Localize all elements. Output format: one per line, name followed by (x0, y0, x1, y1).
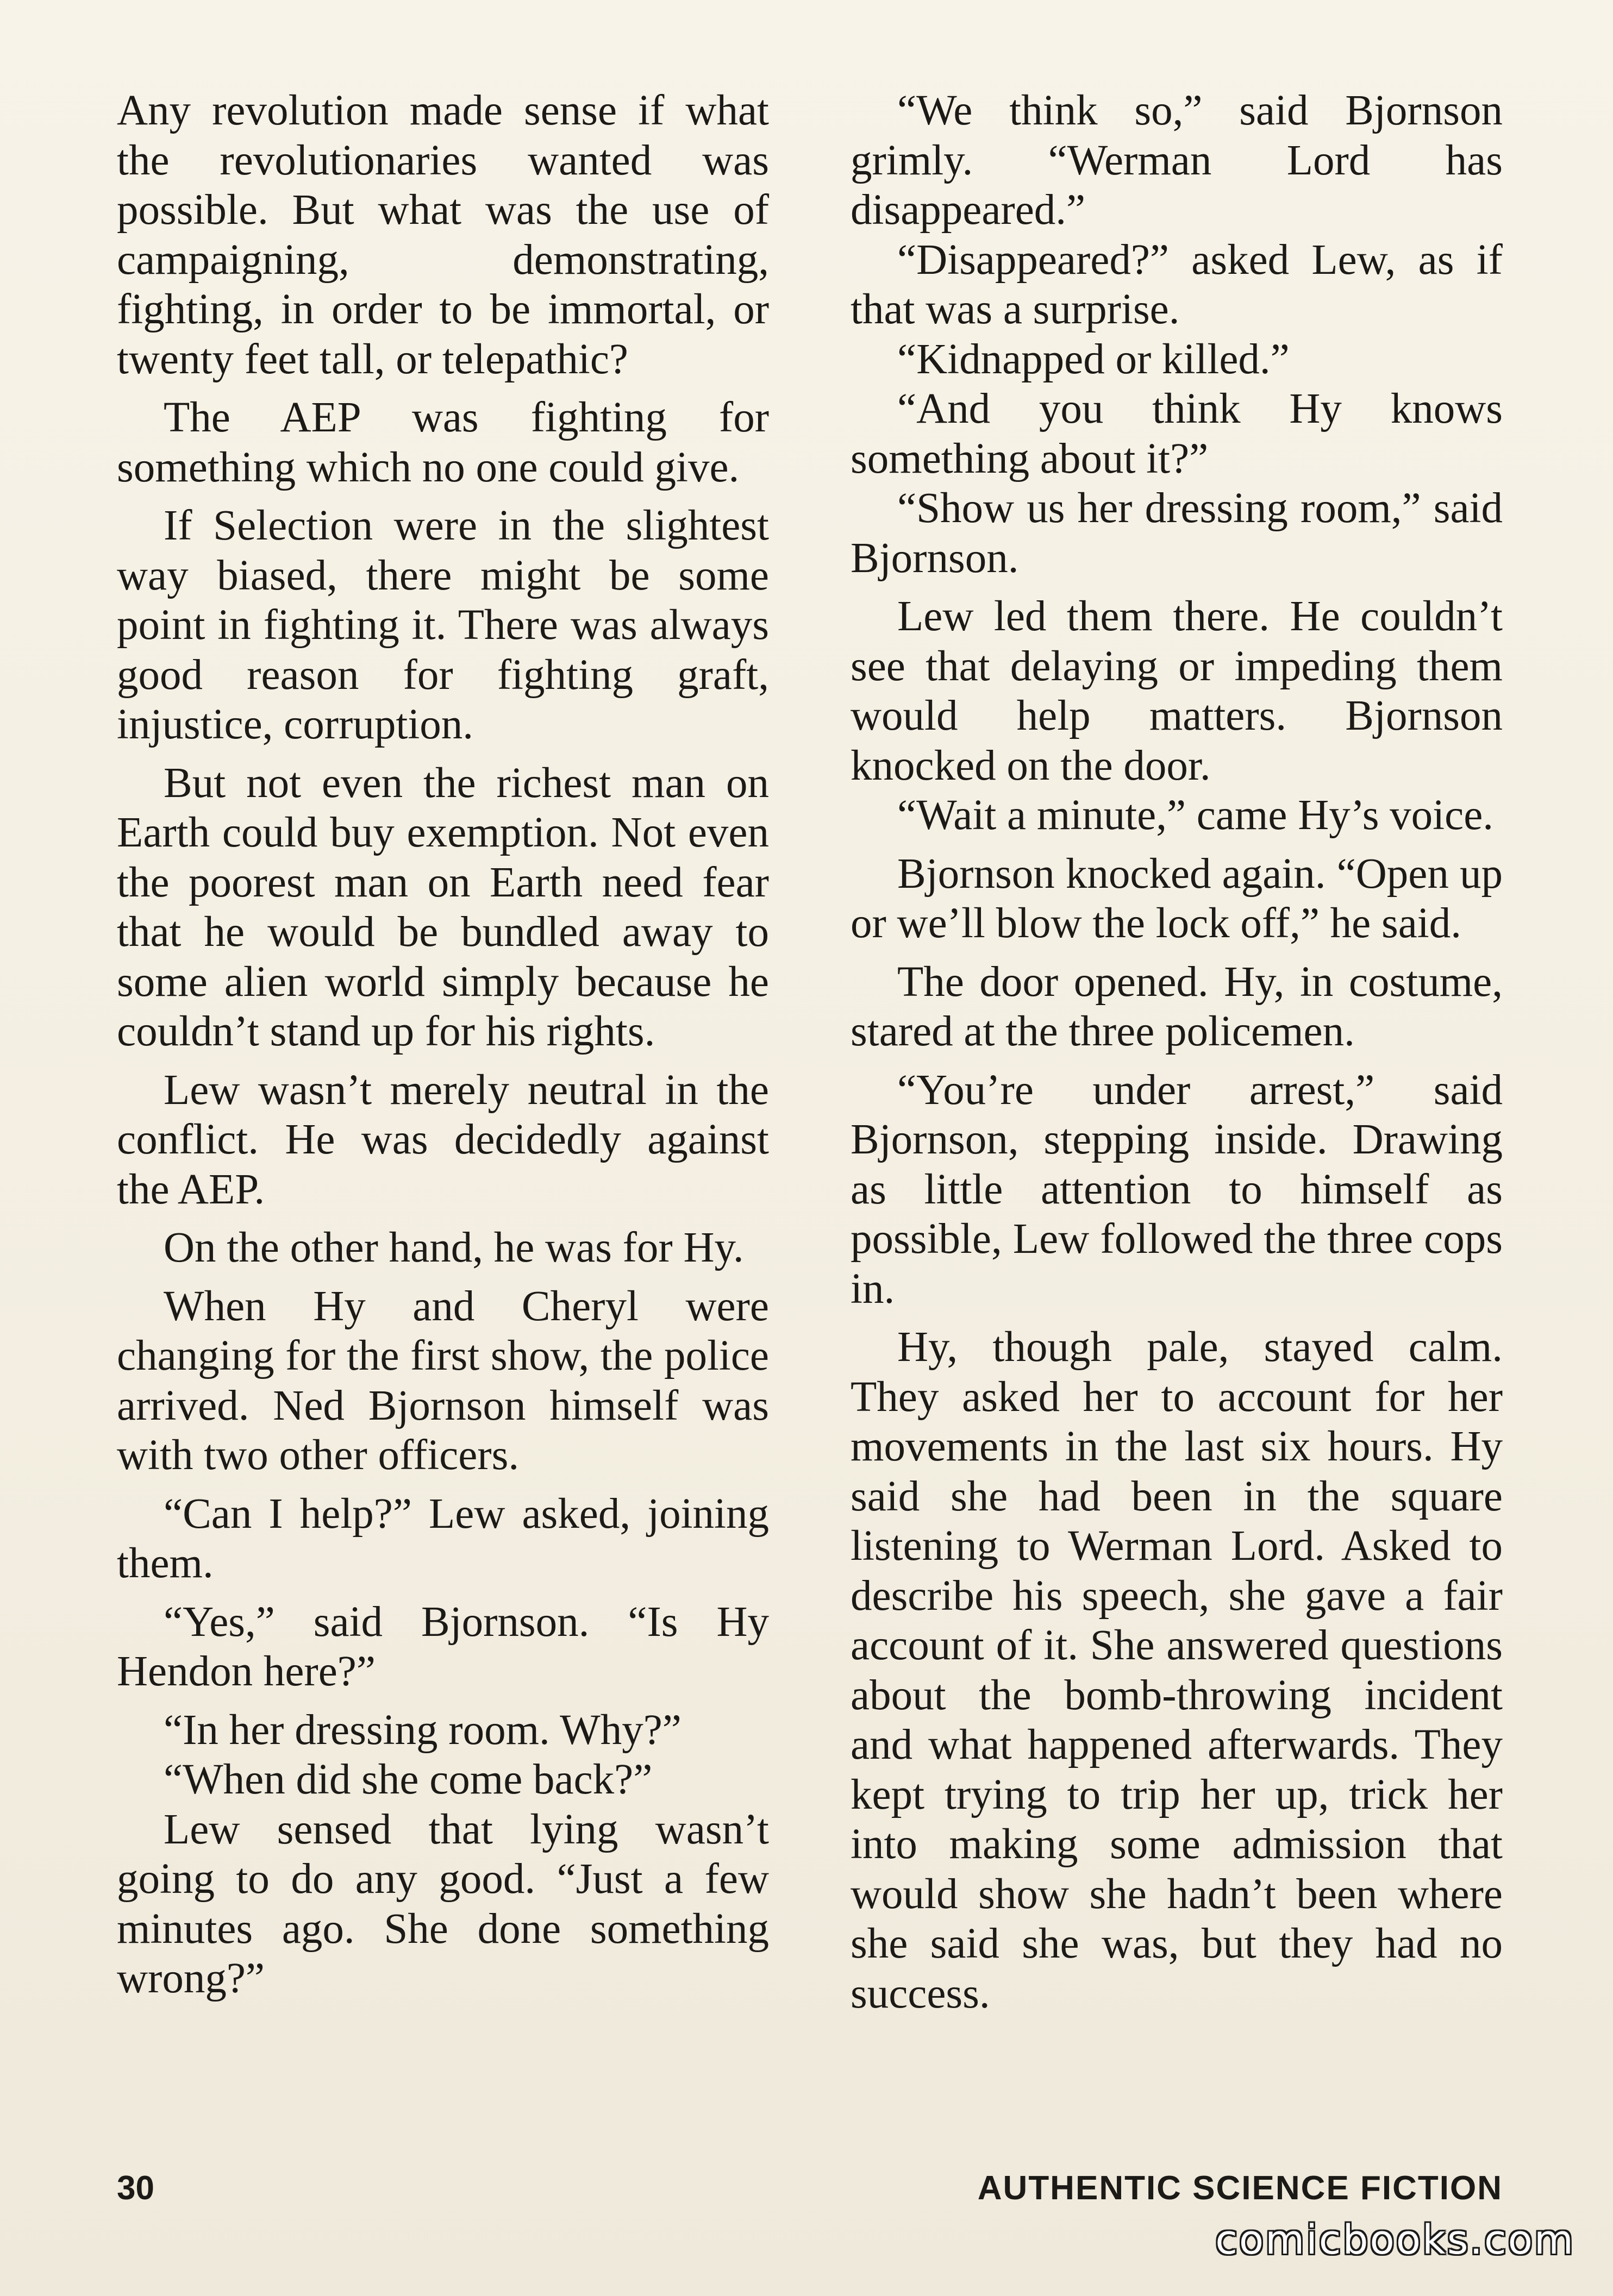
paragraph: “Disappeared?” asked Lew, as if that was a surprise. (851, 236, 1503, 333)
paragraph: “Wait a minute,” came Hy’s voice. (897, 792, 1494, 839)
paragraph: Lew wasn’t merely neutral in the conflict. He was decidedly against the AEP. (117, 1066, 769, 1213)
left-text-column (117, 86, 769, 2012)
paragraph: “When did she come back?” (164, 1756, 653, 1803)
magazine-title: AUTHENTIC SCIENCE FICTION (977, 2169, 1503, 2207)
paragraph: Bjornson knocked again. “Open up or we’ll blow the lock off,” he said. (851, 850, 1503, 947)
right-text-column (851, 86, 1503, 2027)
paragraph: If Selection were in the slightest way biased, there might be some point in fighting it. There was always good reason for fighting graft, injustice, corruption. (117, 502, 769, 748)
paragraph: On the other hand, he was for Hy. (164, 1224, 744, 1271)
paragraph: Lew led them there. He couldn’t see that delaying or impeding them would help matters. Bjornson knocked on the door. (851, 593, 1503, 789)
paragraph: “Show us her dressing room,” said Bjornson. (851, 485, 1503, 582)
page-number: 30 (117, 2169, 154, 2207)
paragraph: “We think so,” said Bjornson grimly. “Werman Lord has disappeared.” (851, 87, 1503, 234)
paragraph: “And you think Hy knows something about it?” (851, 385, 1503, 482)
paragraph: Lew sensed that lying wasn’t going to do any good. “Just a few minutes ago. She done something wrong?” (117, 1805, 769, 2002)
paragraph: “Can I help?” Lew asked, joining them. (117, 1490, 769, 1587)
paragraph: The door opened. Hy, in costume, stared at the three policemen. (851, 958, 1503, 1055)
paragraph: But not even the richest man on Earth could buy exemption. Not even the poorest man on Earth need fear that he would be bundled away to some alien world simply because he couldn’t stand up for his rights. (117, 759, 769, 1055)
paragraph: “Yes,” said Bjornson. “Is Hy Hendon here?” (117, 1598, 769, 1695)
paragraph: “You’re under arrest,” said Bjornson, stepping inside. Drawing as little attention to himself as possible, Lew followed the three cops in. (851, 1066, 1503, 1313)
paragraph: Hy, though pale, stayed calm. They asked her to account for her movements in the last six hours. Hy said she had been in the square listening to Werman Lord. Asked to describe his speech, she gave a fair account of it. She answered questions about the bomb-throwing incident and what happened afterwards. They kept trying to trip her up, trick her into making some admission that would show she hadn’t been where she said she was, but they had no success. (851, 1323, 1503, 2017)
paragraph: When Hy and Cheryl were changing for the first show, the police arrived. Ned Bjornson himself was with two other officers. (117, 1282, 769, 1479)
paragraph: “In her dressing room. Why?” (164, 1706, 682, 1754)
watermark: comicbooks.com (1215, 2217, 1575, 2263)
paragraph: The AEP was fighting for something which no one could give. (117, 394, 769, 491)
paragraph: Any revolution made sense if what the revolutionaries wanted was possible. But what was the use of campaigning, demonstrating, fighting, in order to be immortal, or twenty feet tall, or telepathic? (117, 87, 769, 383)
paragraph: “Kidnapped or killed.” (897, 335, 1290, 383)
